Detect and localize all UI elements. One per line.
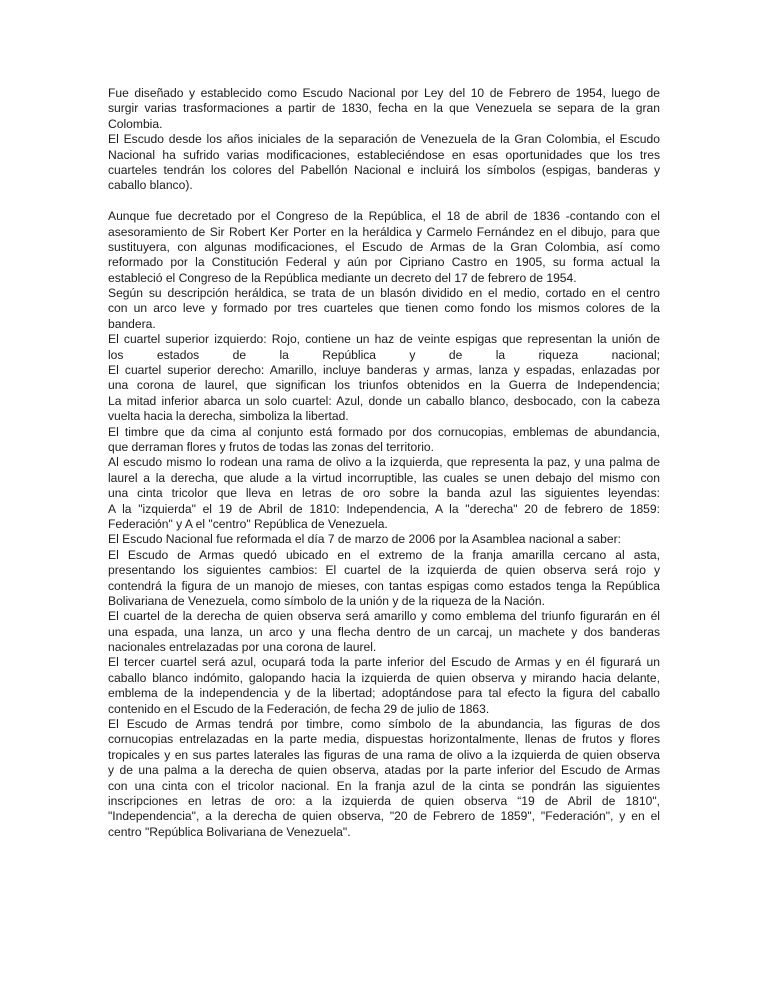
text-line: presentando los siguientes cambios: El cuartel de la izquierda de quien observa será rojo y: [108, 563, 660, 578]
text-line: "Independencia", a la derecha de quien observa, "20 de Febrero de 1859", "Federación", y en el: [108, 809, 660, 824]
text-line: Nacional ha sufrido varias modificaciones, estableciéndose en esas oportunidades que los tres: [108, 147, 660, 162]
text-line: los estados de la República y de la riqueza nacional;: [108, 347, 660, 362]
text-line: Al escudo mismo lo rodean una rama de olivo a la izquierda, que representa la paz, y una palma de: [108, 455, 660, 470]
text-line: cornucopias entrelazadas en la parte media, dispuestas horizontalmente, llenas de frutos y flores: [108, 732, 660, 747]
text-line: Colombia.: [108, 116, 163, 131]
text-line: El Escudo de Armas quedó ubicado en el extremo de la franja amarilla cercano al asta,: [108, 547, 660, 562]
text-line: El cuartel superior derecho: Amarillo, incluye banderas y armas, lanza y espadas, enlazadas por: [108, 363, 660, 378]
text-line: caballo blanco indómito, galopando hacia la izquierda de quien observa y mirando hacia delante,: [108, 670, 660, 685]
text-line: una espada, una lanza, un arco y una flecha dentro de un carcaj, un machete y dos banderas: [108, 624, 660, 639]
text-line: estableció el Congreso de la República mediante un decreto del 17 de febrero de 1954.: [108, 270, 577, 285]
text-line: bandera.: [108, 316, 156, 331]
text-line: El Escudo de Armas tendrá por timbre, como símbolo de la abundancia, las figuras de dos: [108, 717, 660, 732]
text-line: Bolivariana de Venezuela, como símbolo de la unión y de la riqueza de la Nación.: [108, 593, 545, 608]
text-line: El timbre que da cima al conjunto está formado por dos cornucopias, emblemas de abundancia,: [108, 424, 660, 439]
text-line: con una cinta con el tricolor nacional. En la franja azul de la cinta se pondrán las siguientes: [108, 778, 660, 793]
text-line: reformado por la Constitución Federal y aún por Cipriano Castro en 1905, su forma actual la: [108, 255, 660, 270]
text-line: Según su descripción heráldica, se trata de un blasón dividido en el medio, cortado en el centro: [108, 286, 660, 301]
text-line: Federación" y A el "centro" República de Venezuela.: [108, 516, 388, 531]
text-line: El cuartel de la derecha de quien observa será amarillo y como emblema del triunfo figurarán en él: [108, 609, 660, 624]
text-line: contendrá la figura de un manojo de mieses, con tantas espigas como estados tenga la República: [108, 578, 660, 593]
text-line: A la "izquierda" el 19 de Abril de 1810: Independencia, A la "derecha" 20 de febrero de 1859:: [108, 501, 660, 516]
text-line: y de una palma a la derecha de quien observa, atadas por la parte inferior del Escudo de Armas: [108, 763, 660, 778]
text-line: vuelta hacia la derecha, simboliza la libertad.: [108, 409, 349, 424]
text-line: La mitad inferior abarca un solo cuartel: Azul, donde un caballo blanco, desbocado, con la cabeza: [108, 393, 660, 408]
text-line: inscripciones en letras de oro: a la izquierda de quien observa “19 de Abril de 1810",: [108, 793, 660, 808]
text-line: emblema de la independencia y de la libertad; adoptándose para tal efecto la figura del caballo: [108, 686, 660, 701]
document-page: [108, 86, 660, 840]
text-line: tropicales y en sus partes laterales las figuras de una rama de olivo a la izquierda de quien observa: [108, 747, 660, 762]
text-line: Aunque fue decretado por el Congreso de la República, el 18 de abril de 1836 -contando con el: [108, 209, 660, 224]
text-line: una cinta tricolor que lleva en letras de oro sobre la banda azul las siguientes leyendas:: [108, 486, 660, 501]
text-line: que derraman flores y frutos de todas las zonas del territorio.: [108, 439, 435, 454]
paragraph-gap: [108, 194, 660, 209]
text-line: caballo blanco).: [108, 178, 193, 193]
text-line: sustituyera, con algunas modificaciones, el Escudo de Armas de la Gran Colombia, así como: [108, 239, 660, 254]
text-line: El Escudo desde los años iniciales de la separación de Venezuela de la Gran Colombia, el Escudo: [108, 132, 660, 147]
text-line: El Escudo Nacional fue reformada el día 7 de marzo de 2006 por la Asamblea nacional a saber:: [108, 532, 621, 547]
text-line: centro "República Bolivariana de Venezuela".: [108, 824, 351, 839]
text-line: con un arco leve y formado por tres cuarteles que tienen como fondo los mismos colores de la: [108, 301, 660, 316]
text-line: nacionales entrelazadas por una corona de laurel.: [108, 640, 377, 655]
text-line: asesoramiento de Sir Robert Ker Porter en la heráldica y Carmelo Fernández en el dibujo, para que: [108, 224, 660, 239]
text-line: laurel a la derecha, que alude a la virtud incorruptible, las cuales se unen debajo del mismo con: [108, 470, 660, 485]
document-body: [108, 86, 660, 840]
text-line: contenido en el Escudo de la Federación, de fecha 29 de julio de 1863.: [108, 701, 490, 716]
text-line: Fue diseñado y establecido como Escudo Nacional por Ley del 10 de Febrero de 1954, luego de: [108, 86, 660, 100]
text-line: cuarteles tendrán los colores del Pabellón Nacional e incluirá los símbolos (espigas, banderas y: [108, 162, 660, 177]
text-line: El tercer cuartel será azul, ocupará toda la parte inferior del Escudo de Armas y en él figurará un: [108, 655, 660, 670]
text-line: surgir varias trasformaciones a partir de 1830, fecha en la que Venezuela se separa de la gran: [108, 101, 660, 116]
text-line: una corona de laurel, que significan los triunfos obtenidos en la Guerra de Independencia;: [108, 378, 660, 393]
text-line: El cuartel superior izquierdo: Rojo, contiene un haz de veinte espigas que representan la unión de: [108, 332, 660, 347]
